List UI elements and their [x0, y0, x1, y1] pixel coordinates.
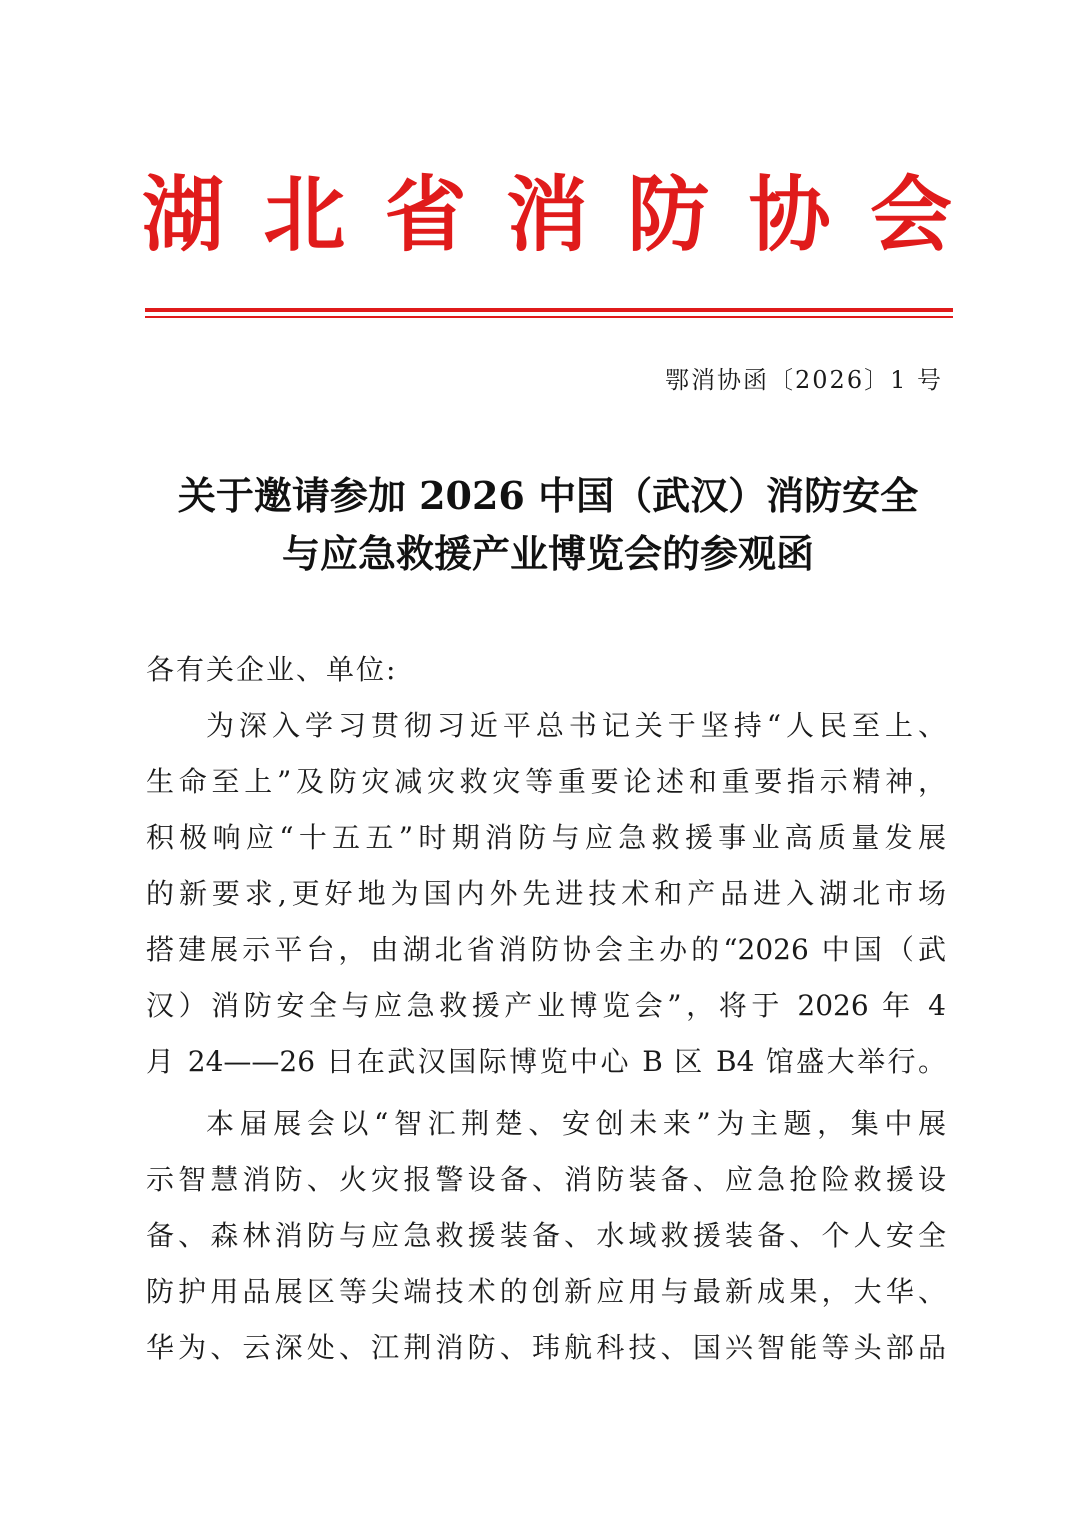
org-char: 湖 — [142, 168, 225, 263]
header-divider-thin — [145, 316, 953, 318]
org-char: 防 — [627, 168, 710, 263]
org-char: 省 — [384, 168, 467, 263]
body-text-line: 生命至上”及防灾减灾救灾等重要论述和重要指示精神， — [146, 765, 946, 798]
document-number: 鄂消协函〔2026〕1 号 — [665, 366, 943, 394]
title-line-2: 与应急救援产业博览会的参观函 — [281, 531, 814, 576]
org-char: 会 — [869, 168, 952, 263]
body-text-line: 本届展会以“智汇荆楚、安创未来”为主题，集中展 — [206, 1107, 946, 1140]
body-text-line: 积极响应“十五五”时期消防与应急救援事业高质量发展 — [146, 821, 946, 854]
body-text-line: 的新要求,更好地为国内外先进技术和产品进入湖北市场 — [146, 877, 946, 910]
salutation: 各有关企业、单位: — [146, 653, 398, 686]
body-text-line: 华为、云深处、江荆消防、玮航科技、国兴智能等头部品 — [146, 1331, 946, 1364]
body-text-line: 为深入学习贯彻习近平总书记关于坚持“人民至上、 — [206, 709, 946, 742]
organization-header — [142, 166, 952, 266]
org-char: 消 — [505, 168, 588, 263]
body-text-line: 备、森林消防与应急救援装备、水域救援装备、个人安全 — [146, 1219, 946, 1252]
body-text-line: 月 24——26 日在武汉国际博览中心 B 区 B4 馆盛大举行。 — [146, 1045, 946, 1078]
org-char: 协 — [748, 168, 831, 263]
title-line-1: 关于邀请参加 2026 中国（武汉）消防安全 — [177, 473, 919, 518]
body-text-line: 防护用品展区等尖端技术的创新应用与最新成果，大华、 — [146, 1275, 946, 1308]
body-text-line: 搭建展示平台，由湖北省消防协会主办的“2026 中国（武 — [146, 933, 946, 966]
body-text-line: 汉）消防安全与应急救援产业博览会”，将于 2026 年 4 — [146, 989, 946, 1022]
org-char: 北 — [263, 168, 346, 263]
header-divider-thick — [145, 308, 953, 312]
body-text-line: 示智慧消防、火灾报警设备、消防装备、应急抢险救援设 — [146, 1163, 946, 1196]
document-title — [140, 467, 956, 583]
